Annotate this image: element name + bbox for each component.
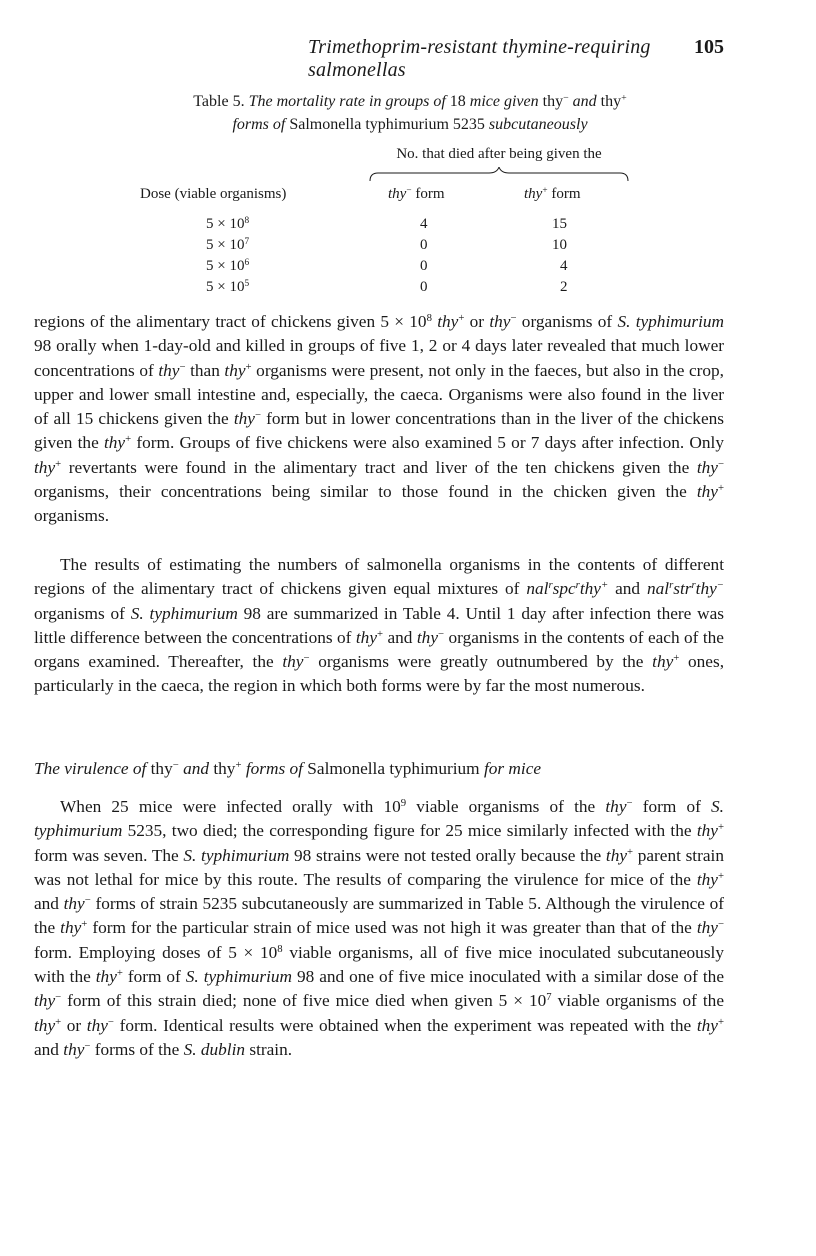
- col-header-thy-minus: thy− form: [388, 185, 445, 202]
- table-caption: Table 5. The mortality rate in groups of 18 mice given thy− and thy+ forms of Salmonella typhimurium 5235 subcutaneously: [193, 92, 627, 133]
- section-heading: The virulence of thy− and thy+ forms of Salmonella typhimurium for mice: [34, 759, 542, 778]
- paragraph-chickens: regions of the alimentary tract of chickens given $5 \times 10^8$ thy+ or thy− organisms of S. typhimurium 98 orally when 1-day-old and killed in groups of five 1, 2 or 4 days later revealed that much lower concentrations of thy− than thy+ organisms were present, not only in the faeces, but also in the crop, upper and lower small intestine and, especially, the caeca. Organisms were also found in the liver of all 15 chickens given the thy− form but in lower concentrations than in the liver of the chickens given the thy+ form. Groups of five chickens were also examined 5 or 7 days after infection. Only thy+ revertants were found in the alimentary tract and liver of the ten chickens given the thy− organisms, their concentrations being similar to those found in the chicken given the thy+ organisms.: [34, 312, 725, 526]
- table-cell-dose: $5 \times 10^8$: [206, 215, 250, 232]
- table-spanner-heading: No. that died after being given the: [396, 146, 602, 162]
- paragraph-mice: When 25 mice were infected orally with $10^9$ viable organisms of the thy− form of S. typhimurium 5235, two died; the corresponding figure for 25 mice similarly infected with the thy+ form was seven. The S. typhimurium 98 strains were not tested orally because the thy+ parent strain was not lethal for mice by this route. The results of comparing the virulence for mice of the thy+ and thy− forms of strain 5235 subcutaneously are summarized in Table 5. Although the virulence of the thy+ form for the particular strain of mice used was not high it was greater than that of the thy− form. Employing doses of $5 \times 10^8$ viable organisms, all of five mice inoculated subcutaneously with the thy+ form of S. typhimurium 98 and one of five mice inoculated with a similar dose of the thy− form of this strain died; none of five mice died when given $5 \times 10^7$ viable organisms of the thy+ or thy− form. Identical results were obtained when the experiment was repeated with the thy+ and thy− forms of the S. dublin strain.: [34, 797, 725, 1059]
- table-cell-thy-plus: 4: [560, 258, 568, 274]
- table-cell-dose: $5 \times 10^6$: [206, 257, 250, 274]
- table-cell-thy-plus: 15: [552, 216, 567, 232]
- paragraph-mixtures: The results of estimating the numbers of salmonella organisms in the contents of different regions of the alimentary tract of chickens given equal mixtures of nal$^r$spc$^r$thy+ and nal$^r$str$^r$thy− organisms of S. typhimurium 98 are summarized in Table 4. Until 1 day after infection there was little difference between the concentrations of thy+ and thy− organisms in the contents of each of the organs examined. Thereafter, the thy− organisms were greatly outnumbered by the thy+ ones, particularly in the caeca, the region in which both forms were by far the most numerous.: [34, 555, 725, 696]
- table-cell-thy-minus: 0: [420, 258, 428, 274]
- page-number: 105: [694, 36, 724, 58]
- table-cell-thy-plus: 10: [552, 237, 567, 253]
- table-cell-thy-minus: 0: [420, 237, 428, 253]
- col-header-thy-plus: thy+ form: [524, 185, 581, 202]
- running-title: Trimethoprim-resistant thymine-requiring salmonellas: [308, 36, 651, 81]
- table-cell-thy-plus: 2: [560, 279, 568, 295]
- table-cell-thy-minus: 4: [420, 216, 428, 232]
- col-header-dose: Dose (viable organisms): [140, 186, 287, 202]
- running-header: [96, 36, 724, 81]
- table-cell-dose: $5 \times 10^5$: [206, 278, 250, 295]
- spanner-brace: [368, 167, 630, 183]
- table-cell-thy-minus: 0: [420, 279, 428, 295]
- table-cell-dose: $5 \times 10^7$: [206, 236, 250, 253]
